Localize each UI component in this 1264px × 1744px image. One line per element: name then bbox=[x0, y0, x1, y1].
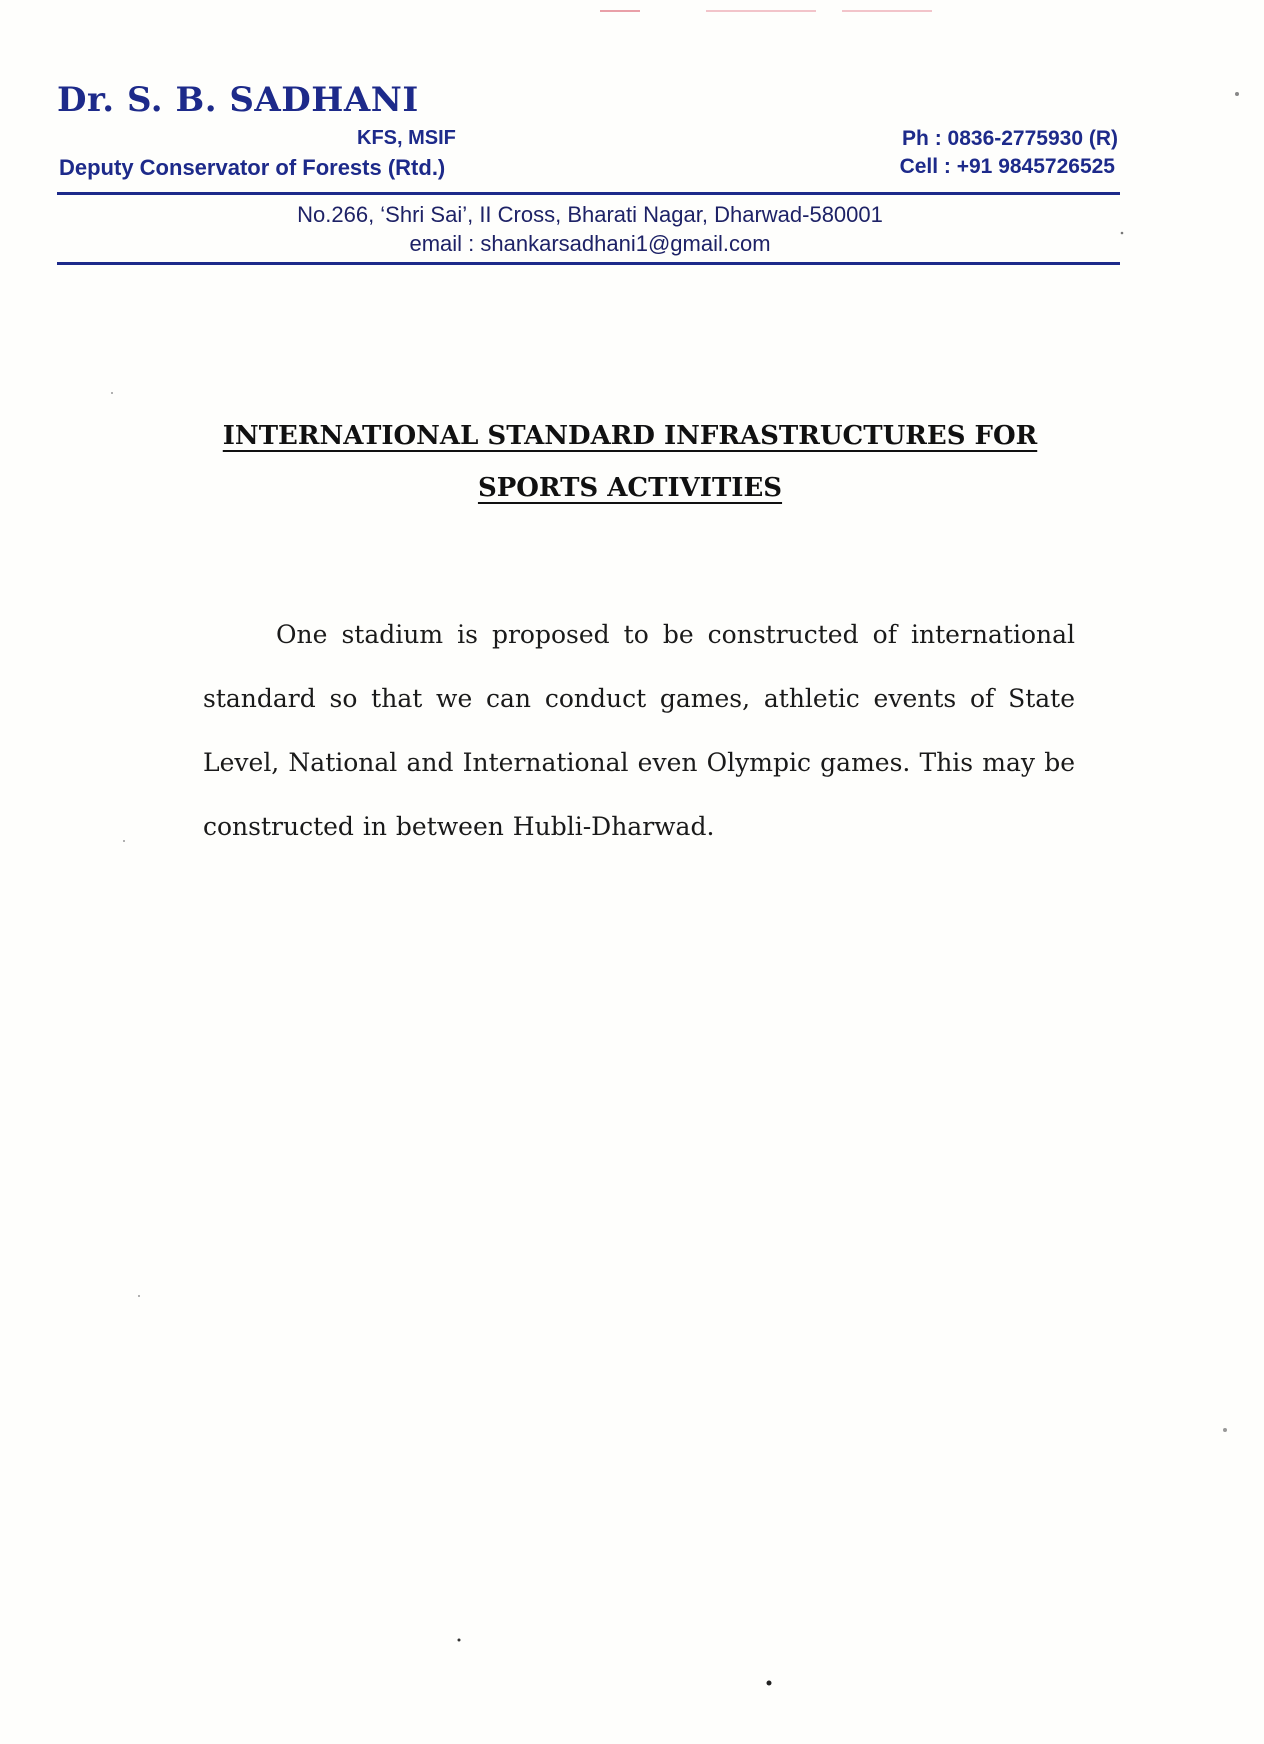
document-heading-line-2 bbox=[150, 473, 1110, 503]
letterhead-name: Dr. S. B. SADHANI bbox=[57, 80, 419, 120]
letterhead-designation: Deputy Conservator of Forests (Rtd.) bbox=[59, 155, 446, 180]
letterhead-cell: Cell : +91 9845726525 bbox=[899, 155, 1115, 178]
scan-speck bbox=[1223, 1428, 1227, 1432]
scan-speck bbox=[111, 392, 113, 394]
document-heading-line-1 bbox=[150, 421, 1110, 451]
scan-mark bbox=[706, 10, 816, 12]
scan-mark bbox=[842, 10, 932, 12]
scan-mark bbox=[600, 10, 640, 12]
scan-speck bbox=[767, 1681, 772, 1686]
letterhead-qualifications: KFS, MSIF bbox=[357, 127, 456, 149]
scan-speck bbox=[1235, 92, 1239, 96]
letterhead-phone: Ph : 0836-2775930 (R) bbox=[902, 127, 1118, 150]
body-paragraph: One stadium is proposed to be constructed of international standard so that we can conduct games, athletic events of State Level, National and International even Olympic games. This may be constructed in between Hubli-Dharwad. bbox=[203, 620, 1075, 841]
letterhead-top-rule bbox=[57, 192, 1120, 195]
heading-line-2-text: SPORTS ACTIVITIES bbox=[477, 473, 783, 503]
letterhead-bottom-rule bbox=[57, 262, 1120, 265]
scan-speck bbox=[123, 840, 125, 842]
letterhead-email: email : shankarsadhani1@gmail.com bbox=[409, 231, 771, 256]
heading-line-1-text: INTERNATIONAL STANDARD INFRASTRUCTURES FOR bbox=[222, 421, 1038, 451]
scan-speck bbox=[138, 1295, 140, 1297]
scan-speck bbox=[458, 1639, 461, 1642]
letterhead-address: No.266, ‘Shri Sai’, II Cross, Bharati Nagar, Dharwad-580001 bbox=[297, 202, 883, 227]
